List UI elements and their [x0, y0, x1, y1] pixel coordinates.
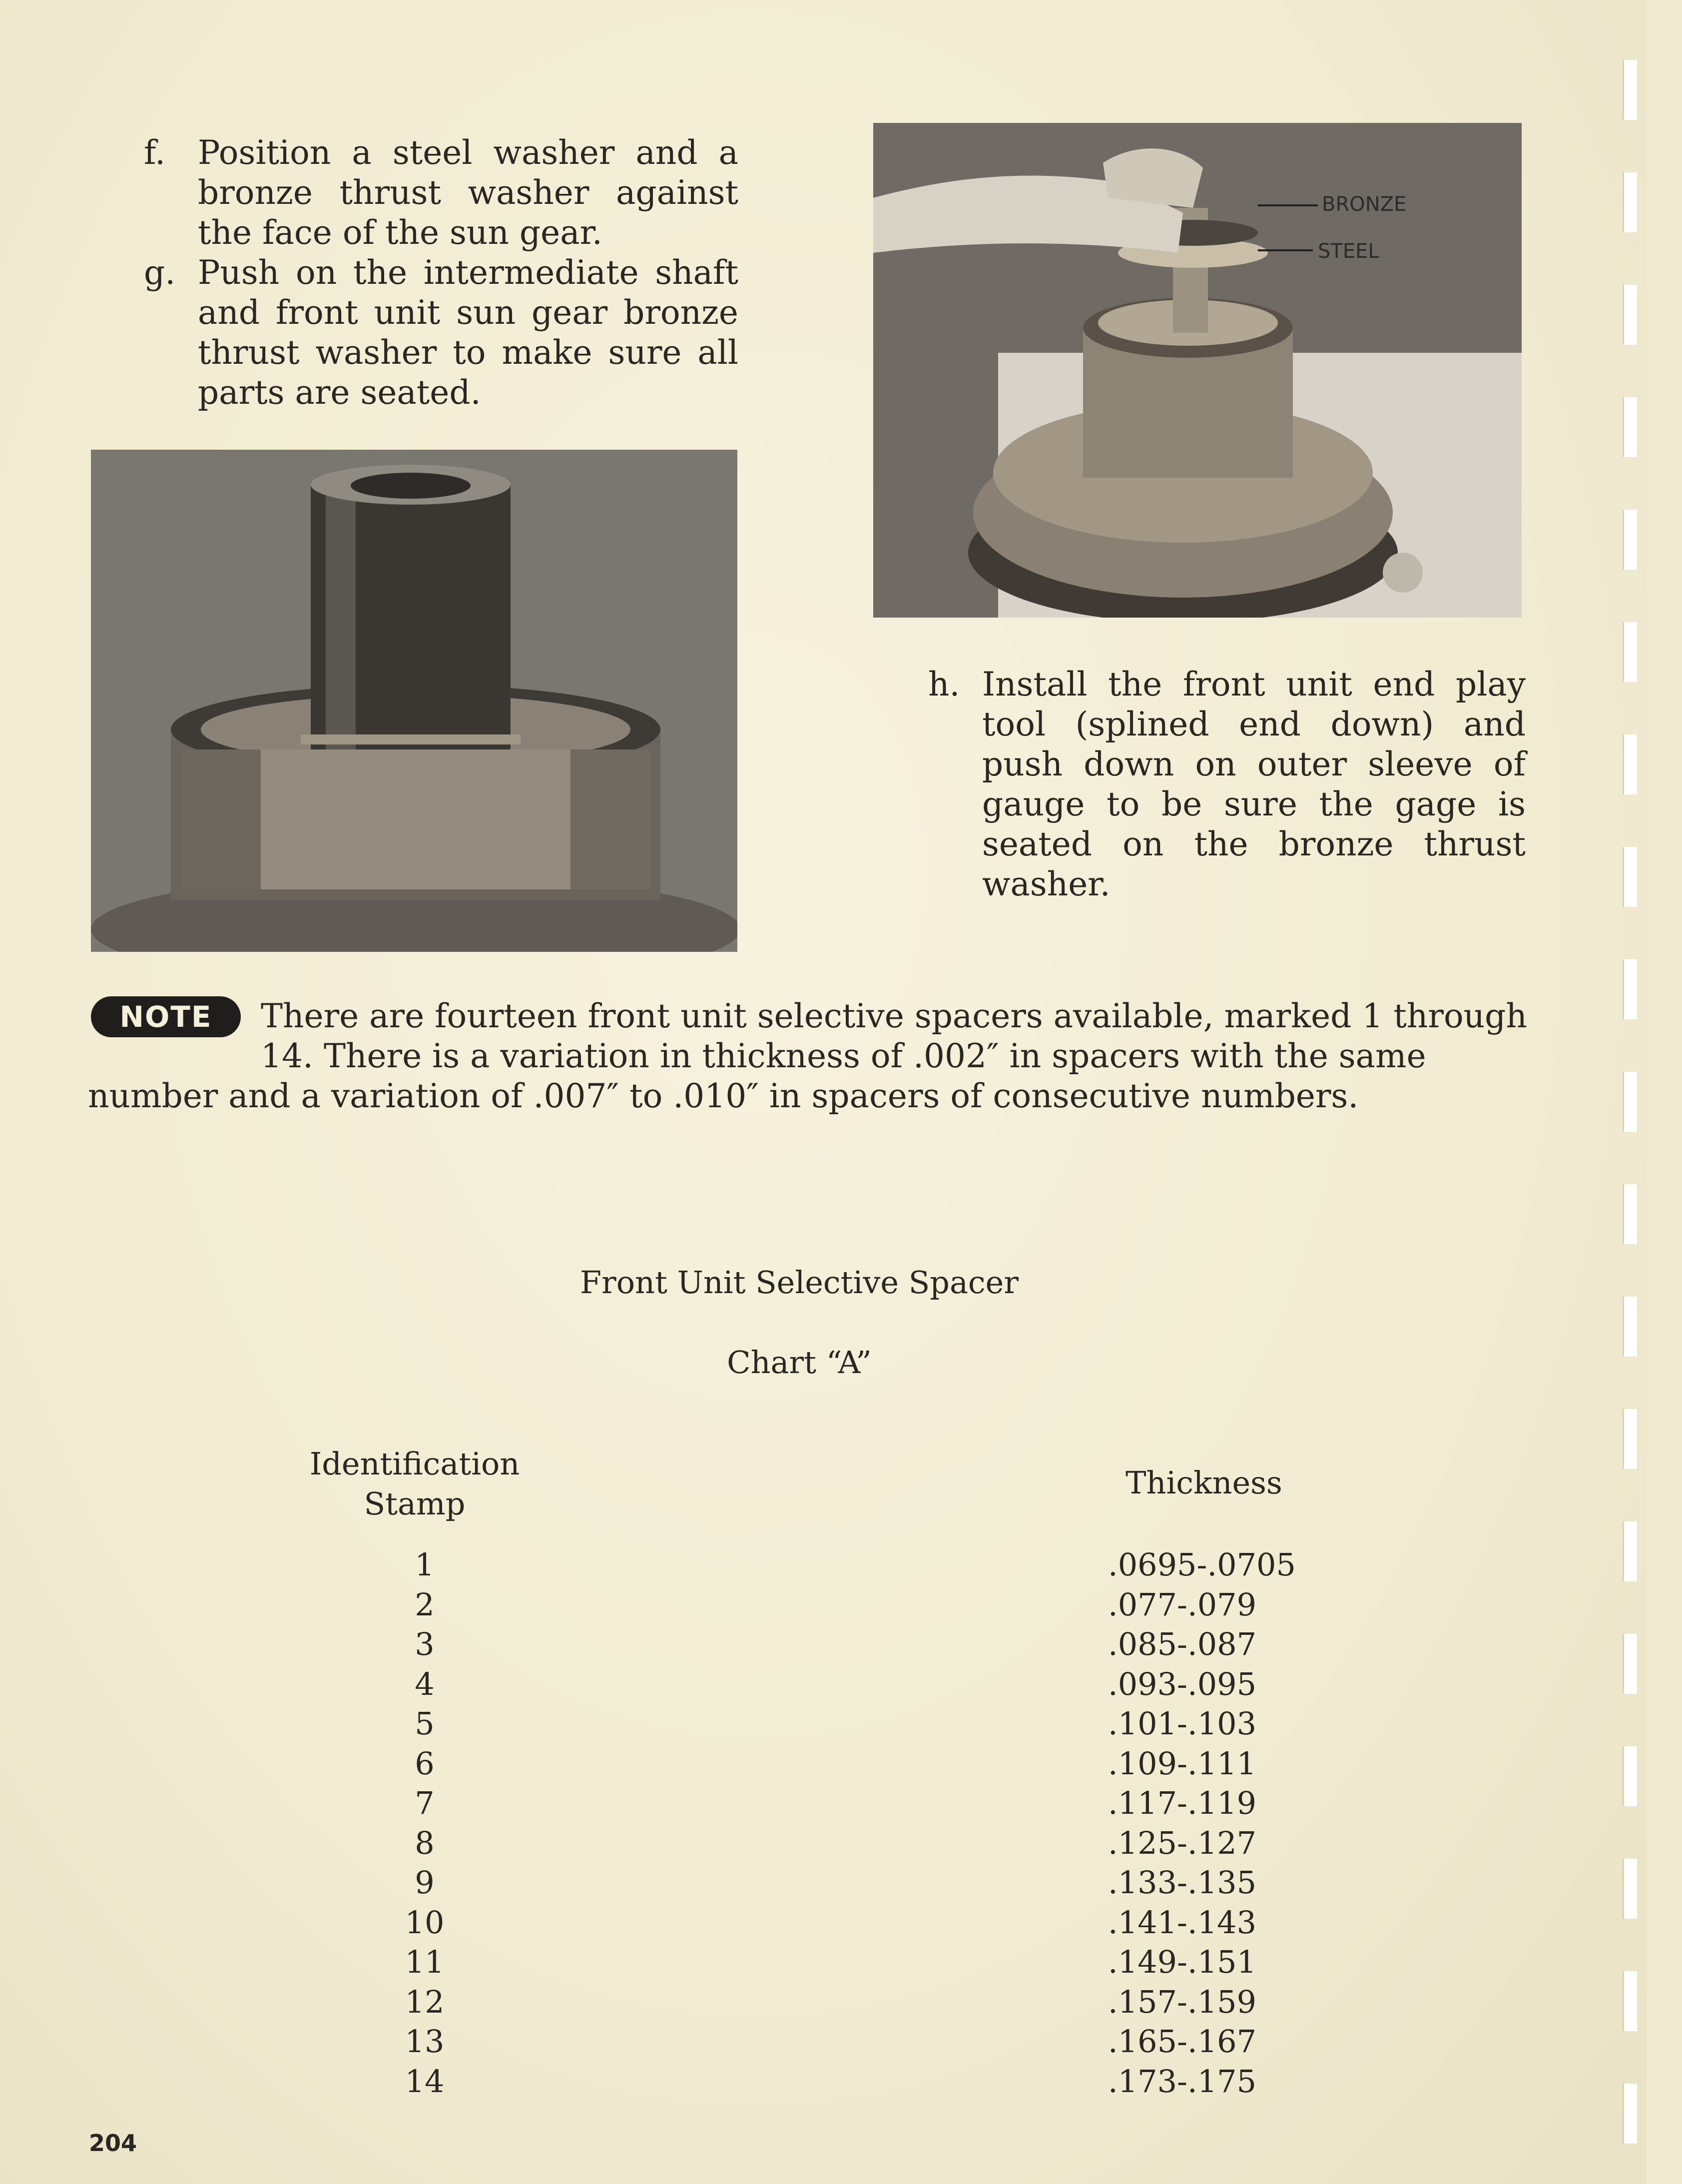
table-row-stamp: 6 [415, 1745, 435, 1782]
step-g-text: Push on the intermediate shaft and front unit sun gear bronze thrust washer to make sure all parts are seated. [198, 253, 738, 412]
binder-hole [1623, 959, 1639, 1019]
table-row-thickness: .141-.143 [1108, 1904, 1257, 1941]
binder-hole [1623, 1971, 1639, 2031]
table-row-stamp: 10 [405, 1904, 445, 1941]
table-row-thickness: .093-.095 [1108, 1666, 1257, 1702]
note-line-1: There are fourteen front unit selective spacers available, marked 1 through [261, 997, 1527, 1035]
chart-subtitle: Chart “A” [727, 1344, 872, 1381]
table-row-thickness: .149-.151 [1108, 1944, 1257, 1980]
note-line-3: number and a variation of .007″ to .010″ in spacers of consecutive numbers. [88, 1077, 1359, 1115]
table-row-stamp: 12 [405, 1984, 445, 2020]
binder-hole [1623, 1634, 1639, 1694]
step-f-text: Position a steel washer and a bronze thrust washer against the face of the sun gear. [198, 133, 738, 252]
table-row-thickness: .077-.079 [1108, 1586, 1257, 1623]
binder-hole [1623, 510, 1639, 570]
callout-steel: STEEL [1318, 240, 1379, 263]
table-row-stamp: 11 [405, 1944, 445, 1980]
binder-hole [1623, 1746, 1639, 1806]
table-row-stamp: 13 [405, 2023, 445, 2060]
binder-hole [1623, 172, 1639, 232]
binder-hole [1623, 734, 1639, 794]
binder-hole [1623, 1859, 1639, 1919]
step-g-letter: g. [144, 253, 176, 292]
table-row-stamp: 1 [415, 1546, 435, 1583]
binder-hole [1623, 1072, 1639, 1132]
col-header-stamp: Stamp [364, 1485, 466, 1522]
photo-washer-installation [873, 123, 1522, 618]
table-row-stamp: 14 [405, 2063, 445, 2100]
step-h [928, 665, 1526, 903]
table-row-thickness: .133-.135 [1108, 1864, 1257, 1901]
table-row-stamp: 5 [415, 1705, 435, 1742]
table-row-stamp: 2 [415, 1586, 435, 1623]
table-row-stamp: 7 [415, 1785, 435, 1821]
table-row-thickness: .125-.127 [1108, 1825, 1257, 1861]
col-header-identification: Identification [309, 1446, 520, 1482]
binder-hole [1623, 60, 1639, 120]
binder-hole [1623, 2084, 1639, 2144]
binder-hole [1623, 285, 1639, 345]
table-row-stamp: 4 [415, 1666, 435, 1702]
binder-hole [1623, 397, 1639, 457]
binder-hole [1623, 1297, 1639, 1357]
step-h-text: Install the front unit end play tool (splined end down) and push down on outer sleeve of gauge to be sure the gage is seated on the bronze thrust washer. [982, 665, 1526, 903]
step-f [144, 133, 738, 252]
binder-hole [1623, 1184, 1639, 1244]
step-g [144, 253, 738, 413]
note-badge: NOTE [91, 996, 241, 1037]
binder-hole [1623, 622, 1639, 682]
table-row-thickness: .109-.111 [1108, 1745, 1257, 1782]
binder-hole [1623, 847, 1639, 907]
photo-washer-image [873, 123, 1522, 618]
table-row-stamp: 3 [415, 1626, 435, 1662]
chart-title: Front Unit Selective Spacer [580, 1264, 1019, 1301]
note-line-2: 14. There is a variation in thickness of .002″ in spacers with the same [261, 1037, 1426, 1075]
table-row-stamp: 9 [415, 1864, 435, 1901]
table-row-thickness: .0695-.0705 [1108, 1546, 1296, 1583]
table-row-thickness: .157-.159 [1108, 1984, 1257, 2020]
col-header-thickness: Thickness [1125, 1464, 1282, 1501]
page-number: 204 [89, 2130, 137, 2157]
photo-sun-gear-assembly [91, 450, 737, 952]
step-h-letter: h. [928, 665, 960, 704]
table-row-thickness: .173-.175 [1108, 2063, 1257, 2100]
table-row-stamp: 8 [415, 1825, 435, 1861]
table-row-thickness: .101-.103 [1108, 1705, 1257, 1742]
callout-bronze: BRONZE [1322, 193, 1407, 216]
table-row-thickness: .117-.119 [1108, 1785, 1257, 1821]
table-row-thickness: .165-.167 [1108, 2023, 1257, 2060]
binder-hole [1623, 1409, 1639, 1469]
table-row-thickness: .085-.087 [1108, 1626, 1257, 1662]
photo-gear-image [91, 450, 737, 952]
binder-hole [1623, 1521, 1639, 1581]
page-edge [1647, 0, 1682, 2184]
step-f-letter: f. [144, 133, 166, 172]
